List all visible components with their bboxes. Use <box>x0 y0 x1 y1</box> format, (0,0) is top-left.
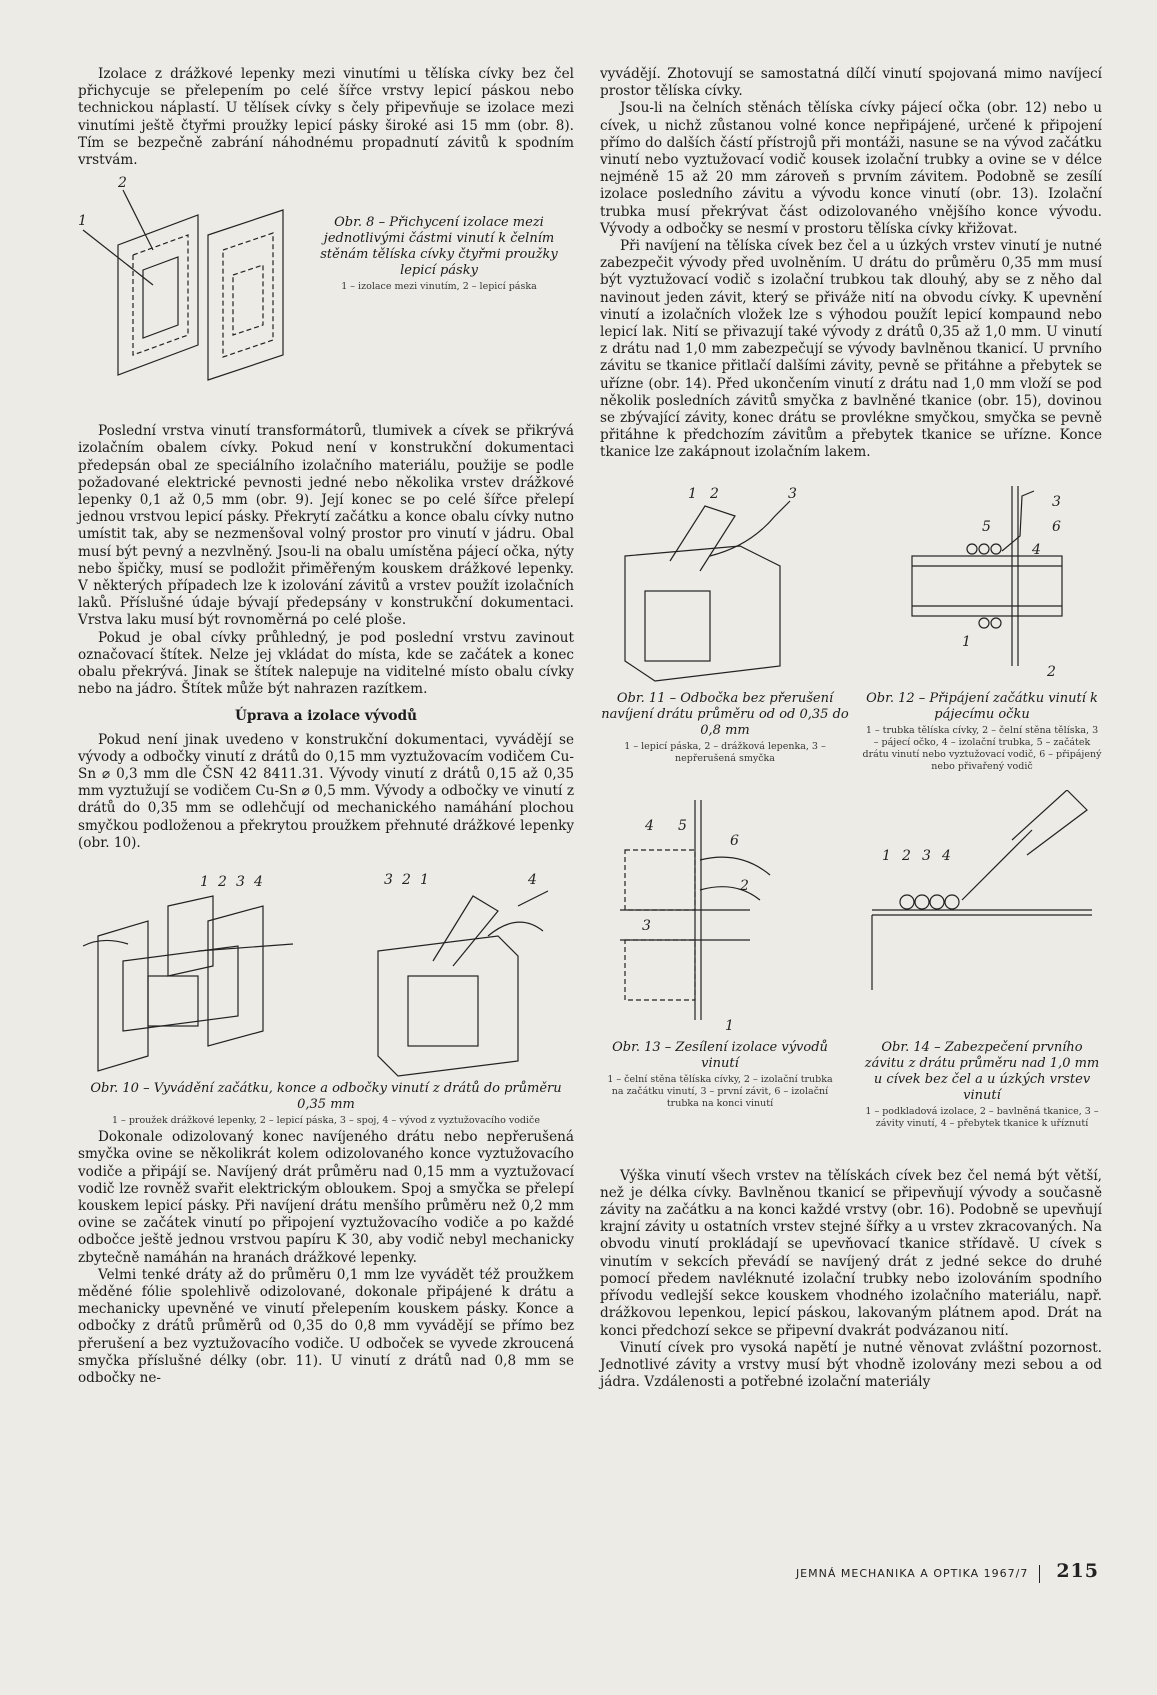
paragraph: Izolace z drážkové lepenky mezi vinutími u tělíska cívky bez čel přichycuje se přelepením po celé šířce vrstvy lepicí páskou nebo technickou náplastí. U tělísek cívky s čely připevňuje se izolace mezi vinutími ještě čtyřmi proužky lepicí pásky široké asi 15 mm (obr. 8). Tím se bezpečně zabrání náhodnému propadnutí závitů k spodním vrstvám. <box>78 66 574 169</box>
figure-11-drawing <box>600 476 850 691</box>
figure-10a-label-1: 1 <box>200 874 209 891</box>
paragraph: Pokud je obal cívky průhledný, je pod poslední vrstvu zavinout označovací štítek. Nelze jej vkládat do místa, kde se začátek a konec obalu překrývá. Jinak se štítek nalepuje na viditelné místo obalu cívky nebo na jádro. Štítek může být nahrazen razítkem. <box>78 629 574 698</box>
figure-14-label-1: 1 <box>882 847 891 864</box>
figure-10a-label-3: 3 <box>236 874 245 891</box>
figure-8-legend: 1 – izolace mezi vinutím, 2 – lepicí páska <box>341 281 537 293</box>
figure-12-caption: Obr. 12 – Připájení začátku vinutí k pájecímu očku <box>866 690 1098 722</box>
figure-10-caption: Obr. 10 – Vyvádění začátku, konce a odbočky vinutí z drátů do průměru 0,35 mm <box>90 1081 562 1113</box>
figure-10b-label-4: 4 <box>528 872 537 889</box>
figure-14-label-4: 4 <box>942 847 951 864</box>
figure-11-caption: Obr. 11 – Odbočka bez přerušení navíjení drátu průměru od od 0,35 do 0,8 mm <box>601 690 849 738</box>
figure-10b-label-1: 1 <box>420 872 429 889</box>
figure-13-label-2: 2 <box>740 877 749 894</box>
section-heading: Úprava a izolace vývodů <box>234 708 418 725</box>
figure-13-label-4: 4 <box>645 817 654 834</box>
figure-14-caption: Obr. 14 – Zabezpečení prvního závitu z drátu průměru nad 1,0 mm u cívek bez čel a u úzkých vrstev vinutí <box>864 1039 1100 1103</box>
figure-12 <box>862 476 1102 776</box>
figure-8-label-1: 1 <box>78 213 87 230</box>
figure-13-caption: Obr. 13 – Zesílení izolace vývodů vinutí <box>612 1039 828 1071</box>
figure-13-label-5: 5 <box>678 817 687 834</box>
figure-14-drawing <box>862 790 1102 1040</box>
paragraph: Pokud není jinak uvedeno v konstrukční dokumentaci, vyvádějí se vývody a odbočky vinutí z drátů do 0,15 mm vyztužovacím vodičem Cu-Sn ⌀ 0,3 mm dle ČSN 42 8411.31. Vývody vinutí z drátů 0,15 až 0,35 mm vyztužují se vodičem Cu-Sn ⌀ 0,5 mm. Vývody a odbočky ve vinutí z drátů do 0,35 mm se odlehčují od mechanického namáhání plochou smyčkou podloženou a překrytou proužkem přehnuté drážkové lepenky (obr. 10). <box>78 731 574 851</box>
figure-12-label-1: 1 <box>962 633 971 650</box>
figure-12-legend: 1 – trubka tělíska cívky, 2 – čelní stěna tělíska, 3 – pájecí očko, 4 – izolační trubka, 5 – začátek drátu vinutí nebo vyztužovací vodič, 6 – připájený nebo přivařený vodič <box>862 724 1102 772</box>
figure-10b-label-3: 3 <box>384 872 393 889</box>
figures-11-12 <box>600 476 1102 776</box>
journal-name: JEMNÁ MECHANIKA A OPTIKA 1967/7 <box>795 1567 1029 1580</box>
right-column <box>600 66 1102 1391</box>
figure-10a-label-4: 4 <box>254 874 263 891</box>
figure-11-label-2: 2 <box>710 485 719 502</box>
paragraph: Dokonale odizolovaný konec navíjeného drátu nebo nepřerušená smyčka ovine se několikrát kolem odizolovaného konce vyztužovacího vodiče a připájí se. Navíjený drát průměru nad 0,15 mm a vyztužovací vodič lze rovněž svařit elektrickým obloukem. Spoj a smyčka se přelepí kouskem lepicí pásky. Při navíjení drátu menšího průměru než 0,2 mm ovine se začátek vinutí po připojení vyztužovacího vodiče a po každé odbočce ještě jednou vrstvou papíru K 30, aby vodič nebyl mechanicky zbytečně namáhán na hranách drážkové lepenky. <box>78 1129 574 1266</box>
figure-14-legend: 1 – podkladová izolace, 2 – bavlněná tkanice, 3 – závity vinutí, 4 – přebytek tkanice k uříznutí <box>865 1105 1099 1129</box>
figure-10-legend: 1 – proužek drážkové lepenky, 2 – lepicí páska, 3 – spoj, 4 – vývod z vyztužovacího vodiče <box>111 1115 540 1127</box>
figure-11 <box>600 476 850 776</box>
paragraph: Jsou-li na čelních stěnách tělíska cívky pájecí očka (obr. 12) nebo u cívek, u nichž zůstanou volné konce nepřipájené, určené k připojení přímo do dalších částí přístrojů při montáži, nasune se na vývod začátku vinutí nebo vyztužovací vodič kousek izolační trubky a ovine se v délce nejméně 15 až 20 mm zároveň s prvním závitem. Podobně se zesílí izolace posledního závitu a vývodu konce vinutí (obr. 13). Izolační trubka musí překrývat část odizolovaného vnějšího konce vývodu. Vývody a odbočky se nesmí v prostoru tělíska cívky křižovat. <box>600 100 1102 237</box>
left-column <box>78 66 574 1387</box>
figure-13 <box>600 790 840 1160</box>
figure-13-drawing <box>600 790 840 1040</box>
paragraph: vyvádějí. Zhotovují se samostatná dílčí vinutí spojovaná mimo navíjecí prostor tělíska cívky. <box>600 66 1102 100</box>
figure-12-label-2: 2 <box>1047 663 1056 680</box>
figure-10b-label-2: 2 <box>402 872 411 889</box>
figure-8-label-2: 2 <box>118 175 127 192</box>
figure-14 <box>862 790 1102 1160</box>
figure-12-label-5: 5 <box>982 518 991 535</box>
figure-14-label-3: 3 <box>922 847 931 864</box>
figure-12-drawing <box>862 476 1102 691</box>
figure-8-drawing <box>78 175 288 415</box>
figure-10 <box>78 866 574 1127</box>
figure-11-legend: 1 – lepicí páska, 2 – drážková lepenka, 3 – nepřerušená smyčka <box>624 740 826 764</box>
figure-11-label-1: 1 <box>688 485 697 502</box>
page-number: 215 <box>1056 1560 1099 1582</box>
figure-8 <box>78 175 574 415</box>
figures-13-14 <box>600 790 1102 1160</box>
paragraph: Poslední vrstva vinutí transformátorů, tlumivek a cívek se přikrývá izolačním obalem cívky. Pokud není v konstrukční dokumentaci předepsán obal ze speciálního izolačního materiálu, použije se podle požadované elektrické pevnosti jedné nebo několika vrstev drážkové lepenky 0,1 až 0,5 mm (obr. 9). Její konec se po celé šířce přelepí jednou vrstvou lepicí pásky. Překrytí začátku a konce obalu cívky nutno umístit tak, aby se nezmenšoval volný prostor pro vinutí v jádru. Obal musí být pevný a nezvlněný. Jsou-li na obalu umístěna pájecí očka, nýty nebo špičky, musí se podložit přiměřeným kouskem drážkové lepenky. V některých případech lze k izolování závitů a vrstev použít izolačních laků. Příslušné údaje bývají předepsány v konstrukční dokumentaci. Vrstva laku musí být rovnoměrná po celé ploše. <box>78 423 574 629</box>
figure-12-label-4: 4 <box>1032 541 1041 558</box>
footer-divider <box>1039 1565 1040 1583</box>
figure-13-label-3: 3 <box>642 917 651 934</box>
figure-13-label-6: 6 <box>730 832 739 849</box>
paragraph: Velmi tenké dráty až do průměru 0,1 mm lze vyvádět též proužkem měděné fólie spolehlivě odizolované, dokonale připájené k drátu a mechanicky upevněné ve vinutí přelepením kouskem pásky. Konce a odbočky z drátů průměrů od 0,35 do 0,8 mm vyvádějí se přímo bez přerušení a bez vyztužovacího vodiče. U odboček se vyvede zkroucená smyčka příslušné délky (obr. 11). U vinutí z drátů nad 0,8 mm se odbočky ne- <box>78 1266 574 1386</box>
figure-8-caption: Obr. 8 – Přichycení izolace mezi jednotlivými částmi vinutí k čelním stěnám tělíska cívky čtyřmi proužky lepicí pásky <box>320 215 558 279</box>
figure-14-label-2: 2 <box>902 847 911 864</box>
figure-10-drawing <box>78 866 574 1081</box>
figure-13-label-1: 1 <box>725 1017 734 1034</box>
figure-11-label-3: 3 <box>788 485 797 502</box>
figure-12-label-3: 3 <box>1052 493 1061 510</box>
page-footer <box>796 1560 1099 1583</box>
paragraph: Vinutí cívek pro vysoká napětí je nutné věnovat zvláštní pozornost. Jednotlivé závity a vrstvy musí být vhodně izolovány mezi sebou a od jádra. Vzdálenosti a potřebné izolační materiály <box>600 1339 1102 1391</box>
paragraph: Výška vinutí všech vrstev na tělískách cívek bez čel nemá být větší, než je délka cívky. Bavlněnou tkanicí se připevňují vývody a současně závity na začátku a na konci každé vrstvy (obr. 16). Podobně se upevňují krajní závity u ostatních vrstev stejné šířky a u vrstev zkracovaných. Na obvodu vinutí prokládají se upevňovací tkanice střídavě. U cívek s vinutím v sekcích převádí se navíjený drát z jedné sekce do druhé pomocí předem navléknuté izolační trubky nebo izolováním spodního přívodu vedlejší sekce kouskem vhodného izolačního materiálu, např. drážkovou lepenkou, lepicí páskou, lakovaným plátnem apod. Drát na konci předchozí sekce se připevní dvakrát podvázanou nití. <box>600 1167 1102 1339</box>
figure-10a-label-2: 2 <box>218 874 227 891</box>
paragraph: Při navíjení na tělíska cívek bez čel a u úzkých vrstev vinutí je nutné zabezpečit vývody před uvolněním. U drátu do průměru 0,35 mm musí být vyztužovací vodič s izolační trubkou tak dlouhý, aby se z něho dal navinout jeden závit, který se přiváže nití na obvodu cívky. K upevnění vinutí a izolačních vložek lze s výhodou použít lepicí kompaund nebo lepicí lak. Nití se přivazují také vývody z drátů 0,35 až 1,0 mm. U vinutí z drátu nad 1,0 mm zabezpečují se vývody bavlněnou tkanicí. U prvního závitu se tkanice přitlačí dalšími závity, pevně se přitáhne a přebytek se uřízne (obr. 14). Před ukončením vinutí z drátu nad 1,0 mm vloží se pod několik posledních závitů smyčka z bavlněné tkanice (obr. 15), dovinou se zbývající závity, konec drátu se provlékne smyčkou, smyčka se pevně přitáhne k předchozím závitům a přebytek tkanice se uřízne. Konce tkanice lze zakápnout izolačním lakem. <box>600 238 1102 461</box>
figure-12-label-6: 6 <box>1052 518 1061 535</box>
figure-13-legend: 1 – čelní stěna tělíska cívky, 2 – izolační trubka na začátku vinutí, 3 – první závit, 6 – izolační trubka na konci vinutí <box>607 1073 833 1109</box>
